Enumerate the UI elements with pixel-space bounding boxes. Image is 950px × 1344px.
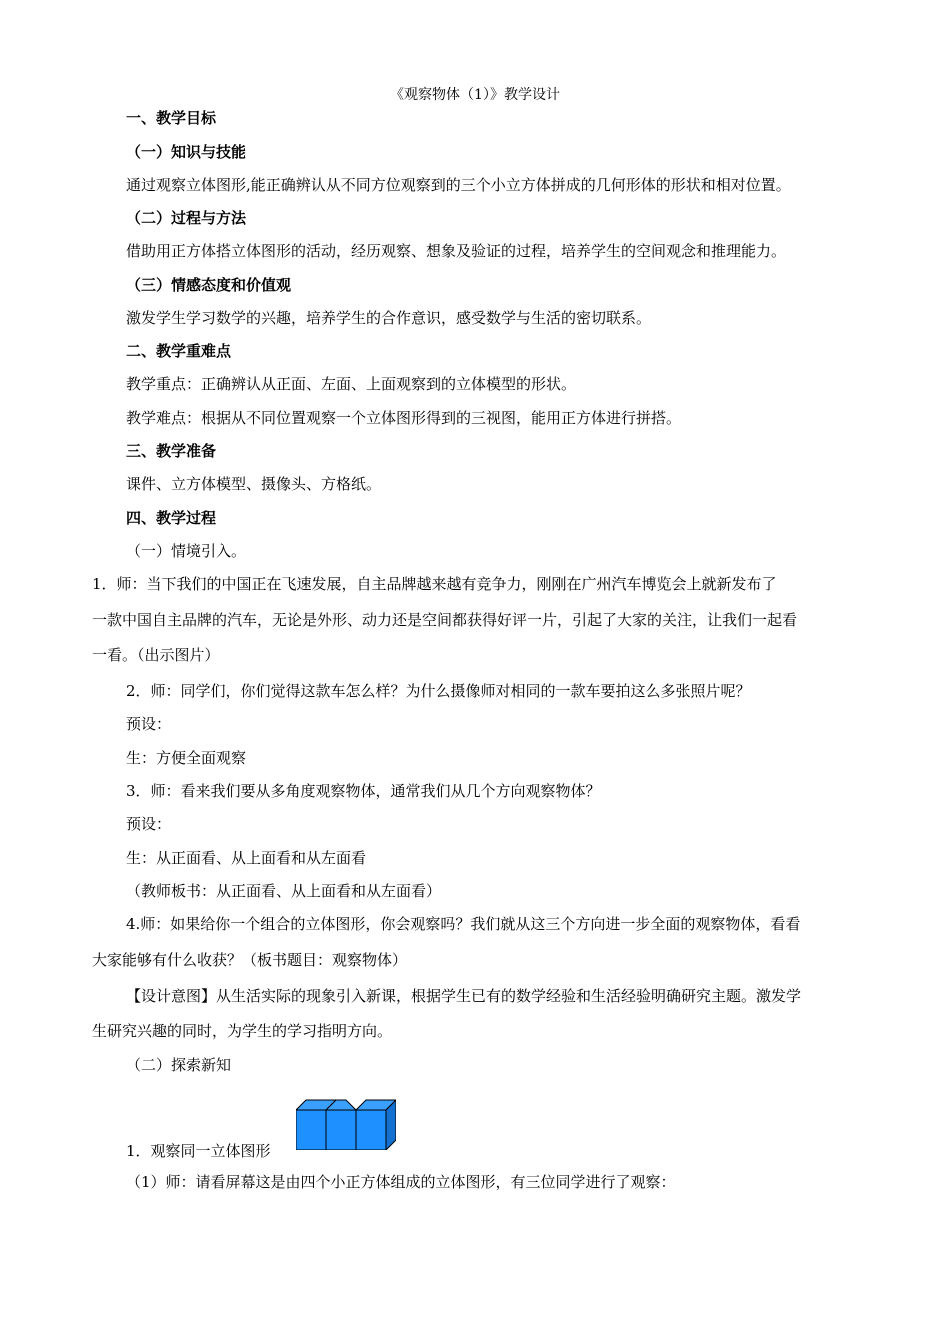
paragraph-difficult-point: 教学难点：根据从不同位置观察一个立体图形得到的三视图，能用正方体进行拼搭。 xyxy=(126,409,682,427)
paragraph-attitude: 激发学生学习数学的兴趣，培养学生的合作意识，感受数学与生活的密切联系。 xyxy=(126,309,652,327)
question-3: 3．师：看来我们要从多角度观察物体，通常我们从几个方向观察物体？ xyxy=(126,782,601,800)
paragraph-knowledge: 通过观察立体图形,能正确辨认从不同方位观察到的三个小立方体拼成的几何形体的形状和相对位置。 xyxy=(126,176,791,194)
question-4-line-2: 大家能够有什么收获？（板书题目：观察物体） xyxy=(92,951,408,969)
heading-objectives: 一、教学目标 xyxy=(126,109,217,127)
section-explore: （二）探索新知 xyxy=(126,1056,232,1074)
question-1-line-2: 一款中国自主品牌的汽车，无论是外形、动力还是空间都获得好评一片，引起了大家的关注，让我们一起看 xyxy=(92,611,798,629)
document-title: 《观察物体（1）》教学设计 xyxy=(390,87,560,103)
design-intent-line-1: 【设计意图】从生活实际的现象引入新课，根据学生已有的数学经验和生活经验明确研究主题。激发学 xyxy=(126,987,802,1005)
paragraph-process: 借助用正方体搭立体图形的活动，经历观察、想象及验证的过程，培养学生的空间观念和推理能力。 xyxy=(126,242,787,260)
design-intent-line-2: 生研究兴趣的同时，为学生的学习指明方向。 xyxy=(92,1022,393,1040)
subheading-attitude: （三）情感态度和价值观 xyxy=(126,276,292,294)
board-note: （教师板书：从正面看、从上面看和从左面看） xyxy=(126,882,442,900)
heading-key-points: 二、教学重难点 xyxy=(126,342,232,360)
answer-1: 生：方便全面观察 xyxy=(126,749,247,767)
heading-process: 四、教学过程 xyxy=(126,509,217,527)
subheading-knowledge: （一）知识与技能 xyxy=(126,143,247,161)
paragraph-preparation: 课件、立方体模型、摄像头、方格纸。 xyxy=(126,475,382,493)
section-intro: （一）情境引入。 xyxy=(126,542,247,560)
heading-preparation: 三、教学准备 xyxy=(126,442,217,460)
observe-title: 1．观察同一立体图形 xyxy=(126,1142,271,1160)
paragraph-key-point: 教学重点：正确辨认从正面、左面、上面观察到的立体模型的形状。 xyxy=(126,375,577,393)
question-2: 2．师：同学们，你们觉得这款车怎么样？为什么摄像师对相同的一款车要拍这么多张照片呢？ xyxy=(126,682,751,700)
answer-2: 生：从正面看、从上面看和从左面看 xyxy=(126,849,367,867)
question-1-line-3: 一看。（出示图片） xyxy=(92,646,220,664)
observe-step-1: （1）师：请看屏幕这是由四个小正方体组成的立体图形，有三位同学进行了观察： xyxy=(126,1173,676,1191)
preset-label-2: 预设： xyxy=(126,815,172,833)
subheading-process: （二）过程与方法 xyxy=(126,209,247,227)
question-1-line-1: 1．师：当下我们的中国正在飞速发展，自主品牌越来越有竞争力，刚刚在广州汽车博览会上就新发布了 xyxy=(92,575,777,593)
question-4-line-1: 4.师：如果给你一个组合的立体图形，你会观察吗？我们就从这三个方向进一步全面的观察物体，看看 xyxy=(126,915,801,933)
preset-label-1: 预设： xyxy=(126,715,172,733)
